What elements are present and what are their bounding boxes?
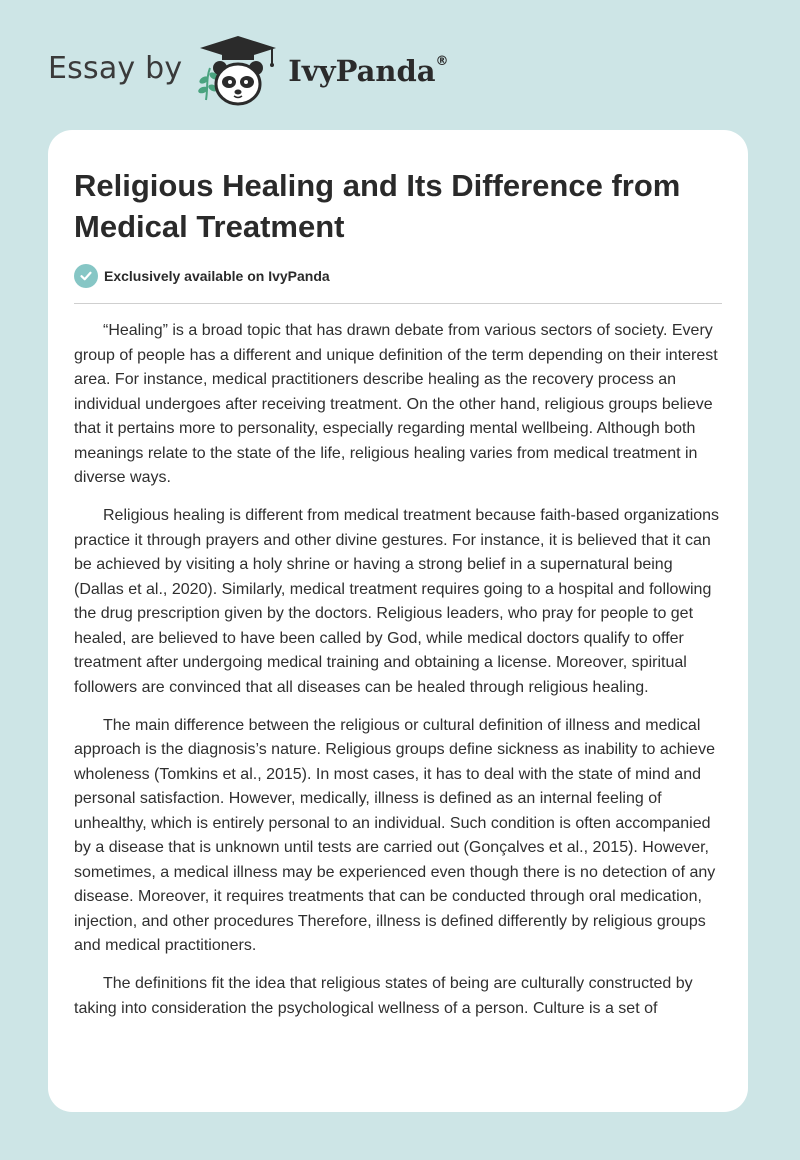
essay-title: Religious Healing and Its Difference from Medical Treatment: [74, 168, 681, 244]
paragraph: “Healing” is a broad topic that has drawn debate from various sectors of society. Every group of people has a different and unique definition of the term depending on their interest area. For instance, medical practitioners describe healing as the recovery process an individual undergoes after receiving treatment. On the other hand, religious groups believe that it pertains more to personality, especially regarding mental wellbeing. Although both meanings relate to the state of the life, religious healing varies from medical treatment in diverse ways.: [74, 322, 718, 486]
exclusive-badge: [74, 264, 330, 288]
registered-mark: ®: [435, 54, 449, 69]
paragraph: The definitions fit the idea that religious states of being are culturally constructed by taking into consideration the psychological wellness of a person. Culture is a set of: [74, 975, 693, 1017]
essay-body: [74, 319, 726, 1035]
divider: [74, 303, 722, 304]
essay-by-label: Essay by: [48, 50, 183, 86]
check-circle-icon: [74, 264, 98, 288]
site-header: [48, 30, 748, 110]
essay-card: [48, 130, 748, 1112]
panda-graduate-icon[interactable]: [192, 30, 284, 110]
brand-name[interactable]: IvyPanda®: [288, 54, 449, 88]
paragraph: The main difference between the religious or cultural definition of illness and medical approach is the diagnosis’s nature. Religious groups define sickness as inability to achieve wholeness (Tomkins et al., 2015). In most cases, it has to deal with the state of mind and personal satisfaction. However, medically, illness is defined as an internal feeling of unhealthy, which is entirely personal to an individual. Such condition is often accompanied by a disease that is unknown until tests are carried out (Gonçalves et al., 2015). However, sometimes, a medical illness may be experienced even though there is no detection of any disease. Moreover, it requires treatments that can be conducted through oral medication, injection, and other procedures Therefore, illness is defined differently by religious groups and medical practitioners.: [74, 716, 716, 954]
exclusive-badge-label: Exclusively available on IvyPanda: [104, 268, 330, 284]
paragraph: Religious healing is different from medical treatment because faith-based organizations practice it through prayers and other divine gestures. For instance, it is believed that it can be achieved by visiting a holy shrine or having a strong belief in a supernatural being (Dallas et al., 2020). Similarly, medical treatment requires going to a hospital and following the drug prescription given by the doctors. Religious leaders, who pray for people to get healed, are believed to have been called by God, while medical doctors qualify to offer treatment after undergoing medical training and obtaining a license. Moreover, spiritual followers are convinced that all diseases can be healed through religious healing.: [74, 507, 720, 696]
